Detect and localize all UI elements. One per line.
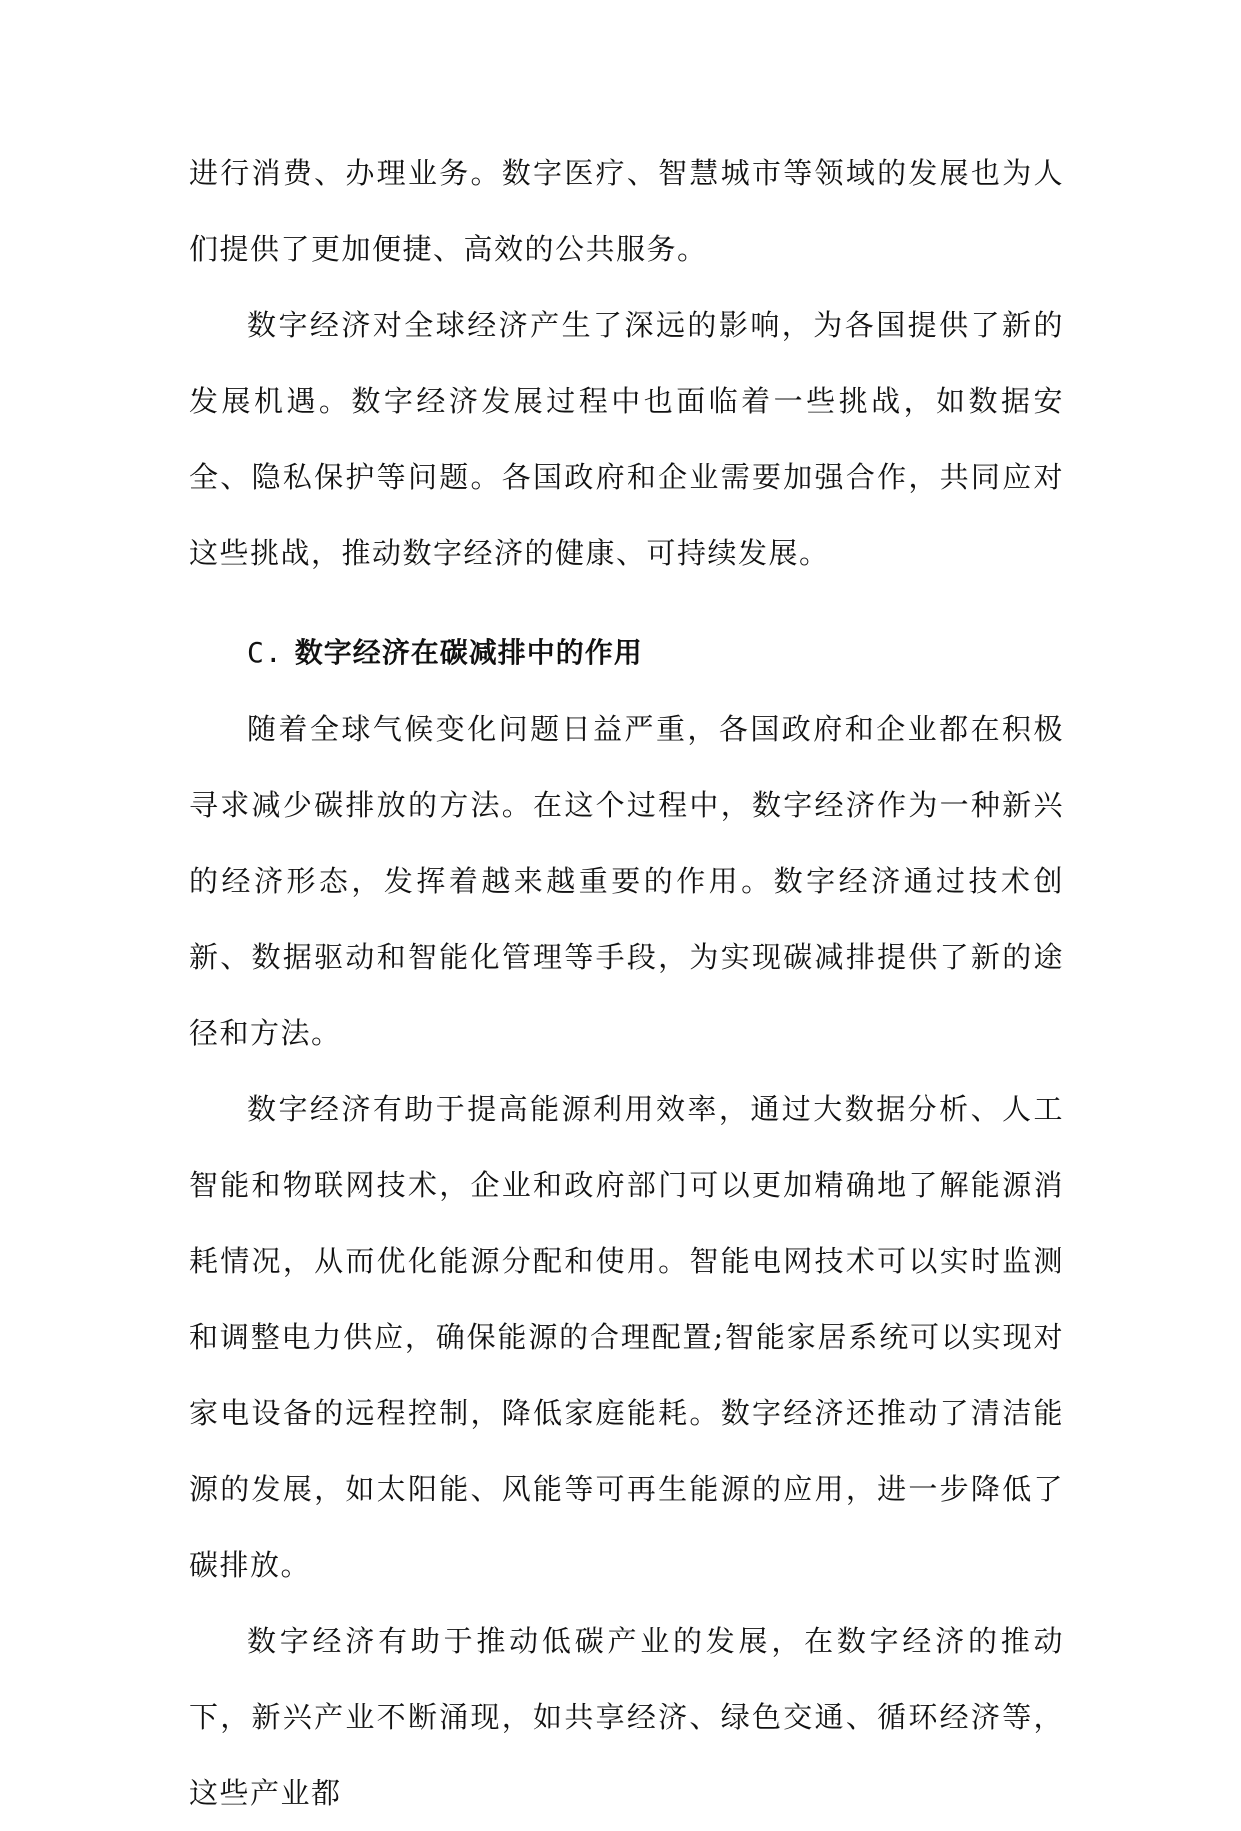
section-title: 数字经济在碳减排中的作用: [294, 636, 643, 669]
section-heading: [189, 615, 1064, 691]
document-body: [189, 135, 1064, 1831]
paragraph-low-carbon-industry: 数字经济有助于推动低碳产业的发展，在数字经济的推动下，新兴产业不断涌现，如共享经济、绿色交通、循环经济等，这些产业都: [189, 1624, 1064, 1810]
paragraph-continued: 进行消费、办理业务。数字医疗、智慧城市等领域的发展也为人们提供了更加便捷、高效的公共服务。: [189, 156, 1064, 266]
paragraph-global-impact: 数字经济对全球经济产生了深远的影响，为各国提供了新的发展机遇。数字经济发展过程中也面临着一些挑战，如数据安全、隐私保护等问题。各国政府和企业需要加强合作，共同应对这些挑战，推动数字经济的健康、可持续发展。: [189, 308, 1064, 570]
paragraph-energy-efficiency: 数字经济有助于提高能源利用效率，通过大数据分析、人工智能和物联网技术，企业和政府部门可以更加精确地了解能源消耗情况，从而优化能源分配和使用。智能电网技术可以实时监测和调整电力供应，确保能源的合理配置;智能家居系统可以实现对家电设备的远程控制，降低家庭能耗。数字经济还推动了清洁能源的发展，如太阳能、风能等可再生能源的应用，进一步降低了碳排放。: [189, 1092, 1064, 1582]
section-number: C.: [247, 636, 283, 669]
paragraph-carbon-intro: 随着全球气候变化问题日益严重，各国政府和企业都在积极寻求减少碳排放的方法。在这个过程中，数字经济作为一种新兴的经济形态，发挥着越来越重要的作用。数字经济通过技术创新、数据驱动和智能化管理等手段，为实现碳减排提供了新的途径和方法。: [189, 712, 1064, 1050]
